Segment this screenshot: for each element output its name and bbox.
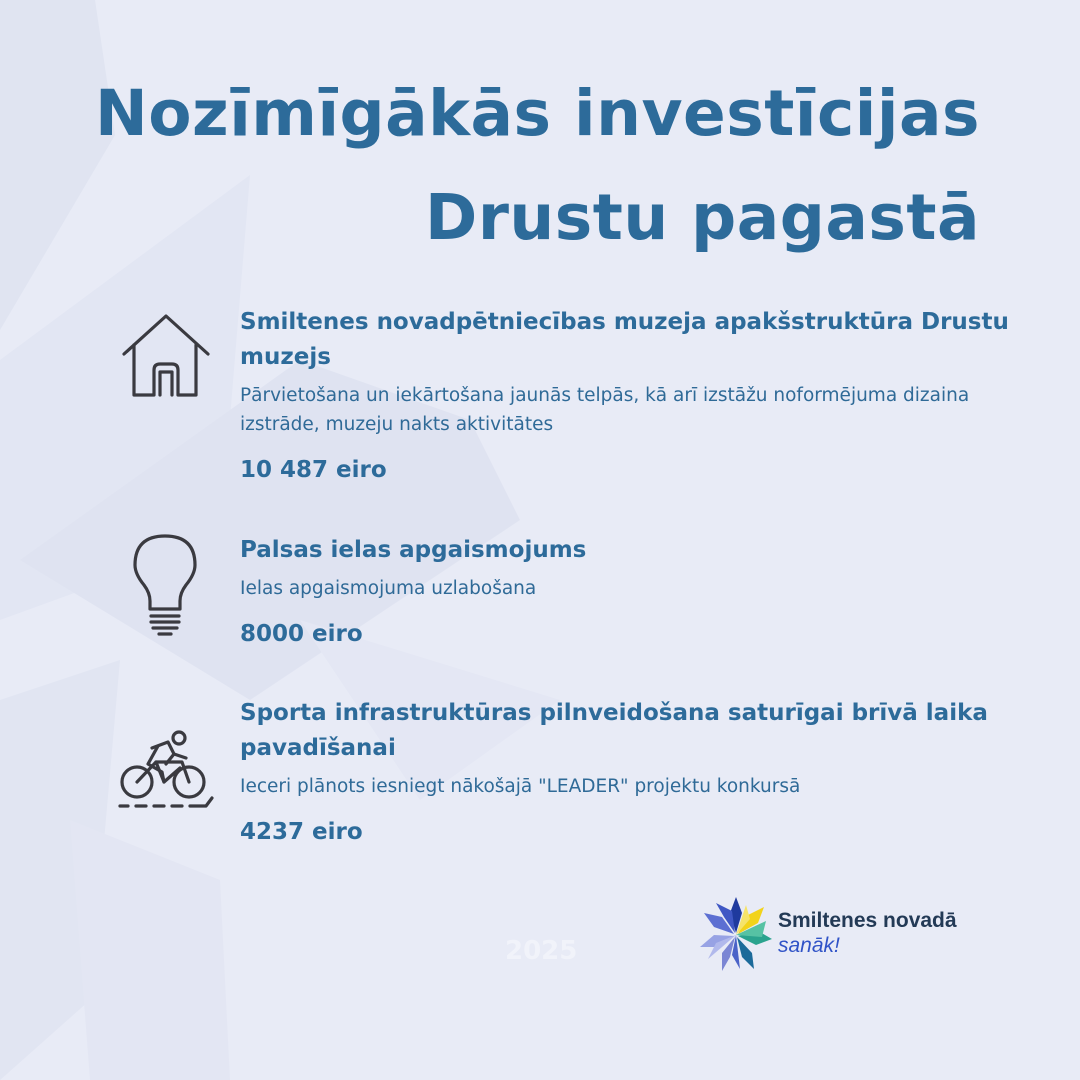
lightbulb-icon <box>132 533 198 639</box>
logo-line-1: Smiltenes novadā <box>778 909 957 932</box>
item-title: Sporta infrastruktūras pilnveidošana saturīgai brīvā laika pavadīšanai <box>240 700 988 761</box>
page-title <box>80 62 980 270</box>
year-watermark: 2025 <box>505 936 578 966</box>
item-amount: 10 487 eiro <box>240 457 387 483</box>
title-line-1: Nozīmīgākās investīcijas <box>95 77 980 150</box>
item-description: Ielas apgaismojuma uzlabošana <box>240 578 537 599</box>
municipality-logo <box>696 893 996 978</box>
cyclist-icon <box>116 728 216 812</box>
logo-text <box>778 909 957 958</box>
title-line-2: Drustu pagastā <box>425 181 980 254</box>
item-amount: 8000 eiro <box>240 621 363 647</box>
house-icon <box>120 312 212 400</box>
investment-item-museum <box>240 305 1010 483</box>
item-title: Palsas ielas apgaismojums <box>240 537 587 563</box>
investment-item-lighting <box>240 533 1010 647</box>
item-description: Ieceri plānots iesniegt nākošajā "LEADER" projektu konkursā <box>240 776 801 797</box>
item-description: Pārvietošana un iekārtošana jaunās telpās, kā arī izstāžu noformējuma dizaina izstrāde, muzeju nakts aktivitātes <box>240 385 970 435</box>
item-amount: 4237 eiro <box>240 819 363 845</box>
item-title: Smiltenes novadpētniecības muzeja apakšstruktūra Drustu muzejs <box>240 309 1009 370</box>
investment-item-sport <box>240 696 1010 845</box>
logo-line-2: sanāk! <box>778 934 840 957</box>
flower-logo-icon <box>696 893 776 978</box>
